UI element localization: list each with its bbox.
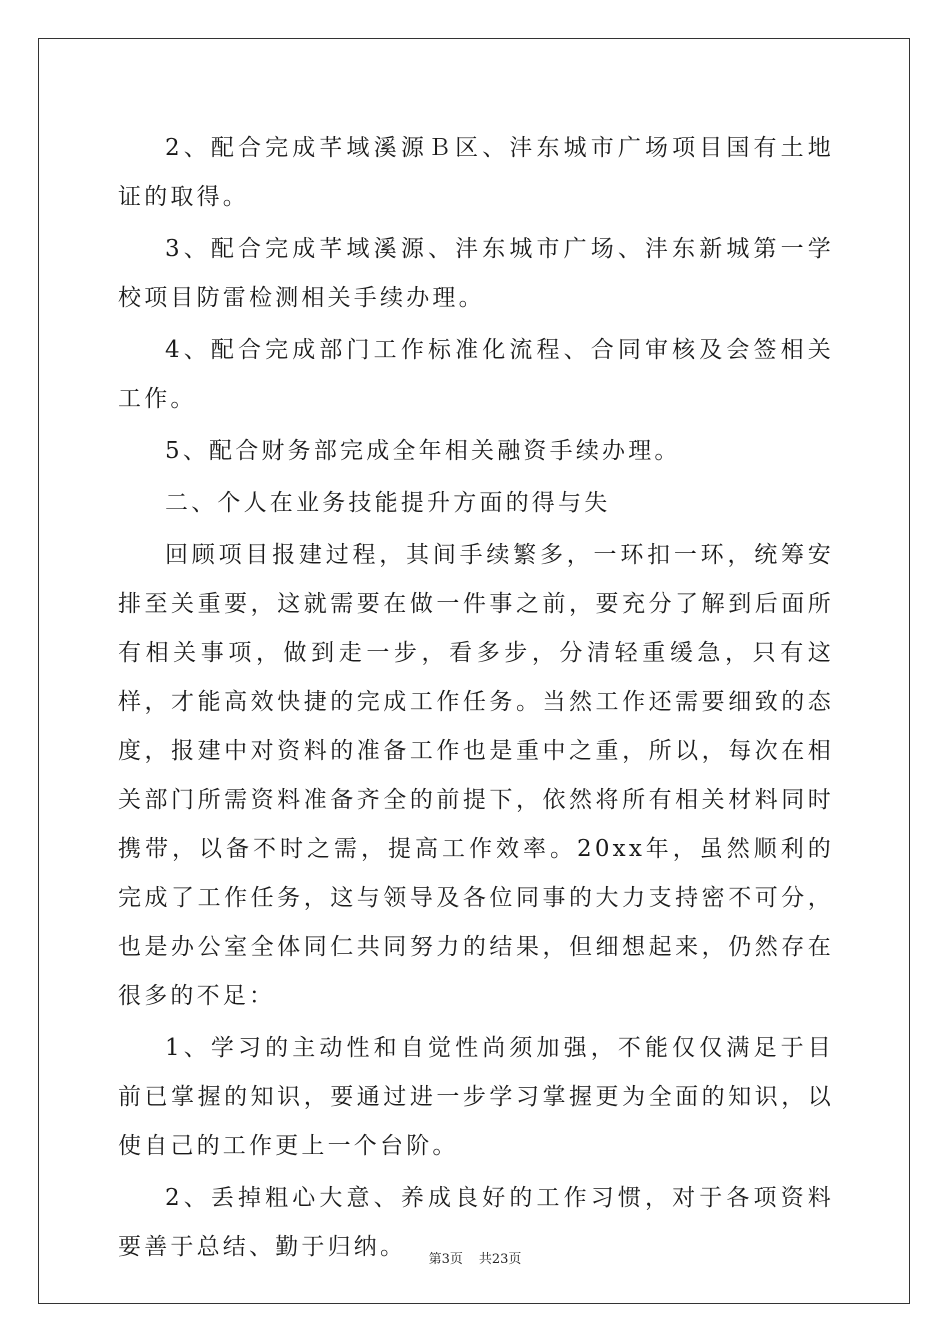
section-heading-skills: 二、个人在业务技能提升方面的得与失 [165,490,611,516]
paragraph-item-3-lightning-inspection: 3、配合完成芊域溪源、沣东城市广场、沣东新城第一学校项目防雷检测相关手续办理。 [118,236,834,311]
paragraph-item-4-standardization: 4、配合完成部门工作标准化流程、合同审核及会签相关工作。 [118,337,834,412]
paragraph-item-2-land-certificate: 2、配合完成芊域溪源Ｂ区、沣东城市广场项目国有土地证的取得。 [118,135,834,210]
document-body [118,124,834,1272]
paragraph-shortcoming-2: 2、丢掉粗心大意、养成良好的工作习惯，对于各项资料要善于总结、勤于归纳。 [118,1185,834,1260]
page-footer [0,1248,950,1267]
page-total: 共23页 [478,1252,522,1267]
paragraph-shortcoming-1: 1、学习的主动性和自觉性尚须加强，不能仅仅满足于目前已掌握的知识，要通过进一步学习掌握更为全面的知识，以使自己的工作更上一个台阶。 [118,1035,834,1159]
paragraph-review: 回顾项目报建过程，其间手续繁多，一环扣一环，统筹安排至关重要，这就需要在做一件事之前，要充分了解到后面所有相关事项，做到走一步，看多步，分清轻重缓急，只有这样，才能高效快捷的完成工作任务。当然工作还需要细致的态度，报建中对资料的准备工作也是重中之重，所以，每次在相关部门所需资料准备齐全的前提下，依然将所有相关材料同时携带，以备不时之需，提高工作效率。20xx年，虽然顺利的完成了工作任务，这与领导及各位同事的大力支持密不可分，也是办公室全体同仁共同努力的结果，但细想起来，仍然存在很多的不足： [118,542,834,1009]
paragraph-item-5-financing: 5、配合财务部完成全年相关融资手续办理。 [165,438,681,464]
page-number: 第3页 [428,1252,463,1267]
